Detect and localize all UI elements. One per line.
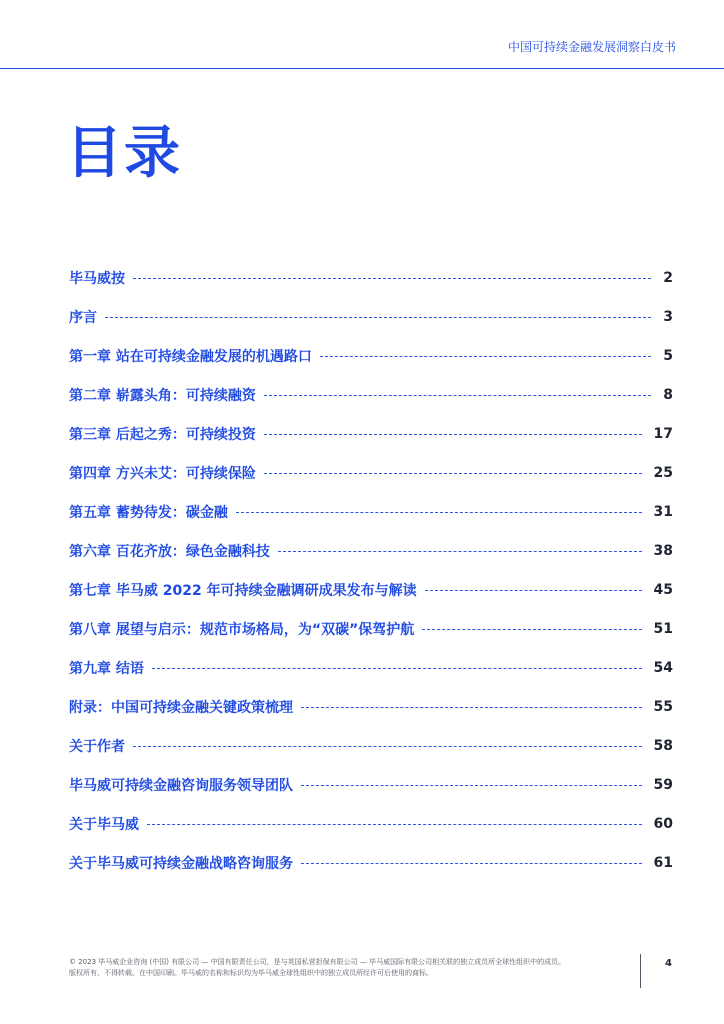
toc-leader-dots xyxy=(425,590,642,591)
toc-leader-dots xyxy=(264,395,651,396)
document-title: 中国可持续金融发展洞察白皮书 xyxy=(507,40,676,54)
toc-page-number: 55 xyxy=(653,699,673,715)
toc-entry[interactable] xyxy=(69,264,673,292)
toc-entry-title: 第五章 蓄势待发：碳金融 xyxy=(69,505,228,521)
toc-entry-title: 第三章 后起之秀：可持续投资 xyxy=(69,427,256,443)
toc-leader-dots xyxy=(301,863,642,864)
toc-entry-title: 第一章 站在可持续金融发展的机遇路口 xyxy=(69,349,312,365)
toc-page-number: 2 xyxy=(663,270,673,286)
header-divider xyxy=(0,68,724,69)
toc-entry[interactable] xyxy=(69,342,673,370)
toc-page-number: 58 xyxy=(653,738,673,754)
toc-leader-dots xyxy=(133,746,642,747)
toc-page-number: 17 xyxy=(653,426,673,442)
footer-divider xyxy=(640,954,641,988)
toc-entry-title: 第九章 结语 xyxy=(69,661,144,677)
toc-leader-dots xyxy=(264,473,642,474)
trademark-line: 版权所有，不得转载。在中国印刷。毕马威的名称和标识均为毕马威全球性组织中的独立成员所经许可后使用的商标。 xyxy=(69,969,433,977)
toc-leader-dots xyxy=(147,824,642,825)
toc-entry-title: 第七章 毕马威 2022 年可持续金融调研成果发布与解读 xyxy=(69,583,417,599)
toc-entry[interactable] xyxy=(69,381,673,409)
toc-entry-title: 第六章 百花齐放：绿色金融科技 xyxy=(69,544,270,560)
toc-page-number: 5 xyxy=(663,348,673,364)
toc-entry-title: 关于作者 xyxy=(69,739,125,755)
page-number: 4 xyxy=(665,958,672,969)
toc-entry-title: 第四章 方兴未艾：可持续保险 xyxy=(69,466,256,482)
toc-entry[interactable] xyxy=(69,576,673,604)
toc-page-number: 31 xyxy=(653,504,673,520)
toc-leader-dots xyxy=(133,278,651,279)
toc-leader-dots xyxy=(278,551,642,552)
toc-entry-title: 第八章 展望与启示：规范市场格局，为“双碳”保驾护航 xyxy=(69,622,415,638)
toc-leader-dots xyxy=(105,317,651,318)
toc-entry[interactable] xyxy=(69,498,673,526)
copyright-line: © 2023 毕马威企业咨询 (中国) 有限公司 — 中国有限责任公司，是与英国私营担保有限公司 — 毕马威国际有限公司相关联的独立成员所全球性组织中的成员。 xyxy=(69,958,566,966)
toc-entry-title: 序言 xyxy=(69,310,97,326)
toc-leader-dots xyxy=(422,629,641,630)
toc-page-number: 59 xyxy=(653,777,673,793)
toc-leader-dots xyxy=(320,356,651,357)
toc-entry[interactable] xyxy=(69,459,673,487)
toc-leader-dots xyxy=(301,785,642,786)
toc-page-number: 45 xyxy=(653,582,673,598)
toc-entry[interactable] xyxy=(69,732,673,760)
toc-page-number: 25 xyxy=(653,465,673,481)
toc-leader-dots xyxy=(301,707,642,708)
toc-entry[interactable] xyxy=(69,693,673,721)
toc-page-number: 61 xyxy=(653,855,673,871)
toc-entry-title: 关于毕马威可持续金融战略咨询服务 xyxy=(69,856,293,872)
toc-page-number: 8 xyxy=(663,387,673,403)
toc-entry-title: 附录：中国可持续金融关键政策梳理 xyxy=(69,700,293,716)
toc-page-number: 54 xyxy=(653,660,673,676)
toc-page-number: 38 xyxy=(653,543,673,559)
toc-page-number: 51 xyxy=(653,621,673,637)
toc-entry[interactable] xyxy=(69,771,673,799)
toc-entry[interactable] xyxy=(69,615,673,643)
toc-leader-dots xyxy=(236,512,642,513)
toc-entry[interactable] xyxy=(69,537,673,565)
toc-entry[interactable] xyxy=(69,654,673,682)
toc-entry-title: 关于毕马威 xyxy=(69,817,139,833)
toc-entry-title: 毕马威按 xyxy=(69,271,125,287)
toc-entry-title: 第二章 崭露头角：可持续融资 xyxy=(69,388,256,404)
toc-page-number: 3 xyxy=(663,309,673,325)
page-title: 目录 xyxy=(66,121,182,186)
toc-entry[interactable] xyxy=(69,810,673,838)
toc-entry[interactable] xyxy=(69,849,673,877)
toc-entry-title: 毕马威可持续金融咨询服务领导团队 xyxy=(69,778,293,794)
toc-entry[interactable] xyxy=(69,420,673,448)
toc-leader-dots xyxy=(152,668,642,669)
toc-page-number: 60 xyxy=(653,816,673,832)
copyright-notice xyxy=(69,957,617,979)
toc-leader-dots xyxy=(264,434,642,435)
toc-entry[interactable] xyxy=(69,303,673,331)
